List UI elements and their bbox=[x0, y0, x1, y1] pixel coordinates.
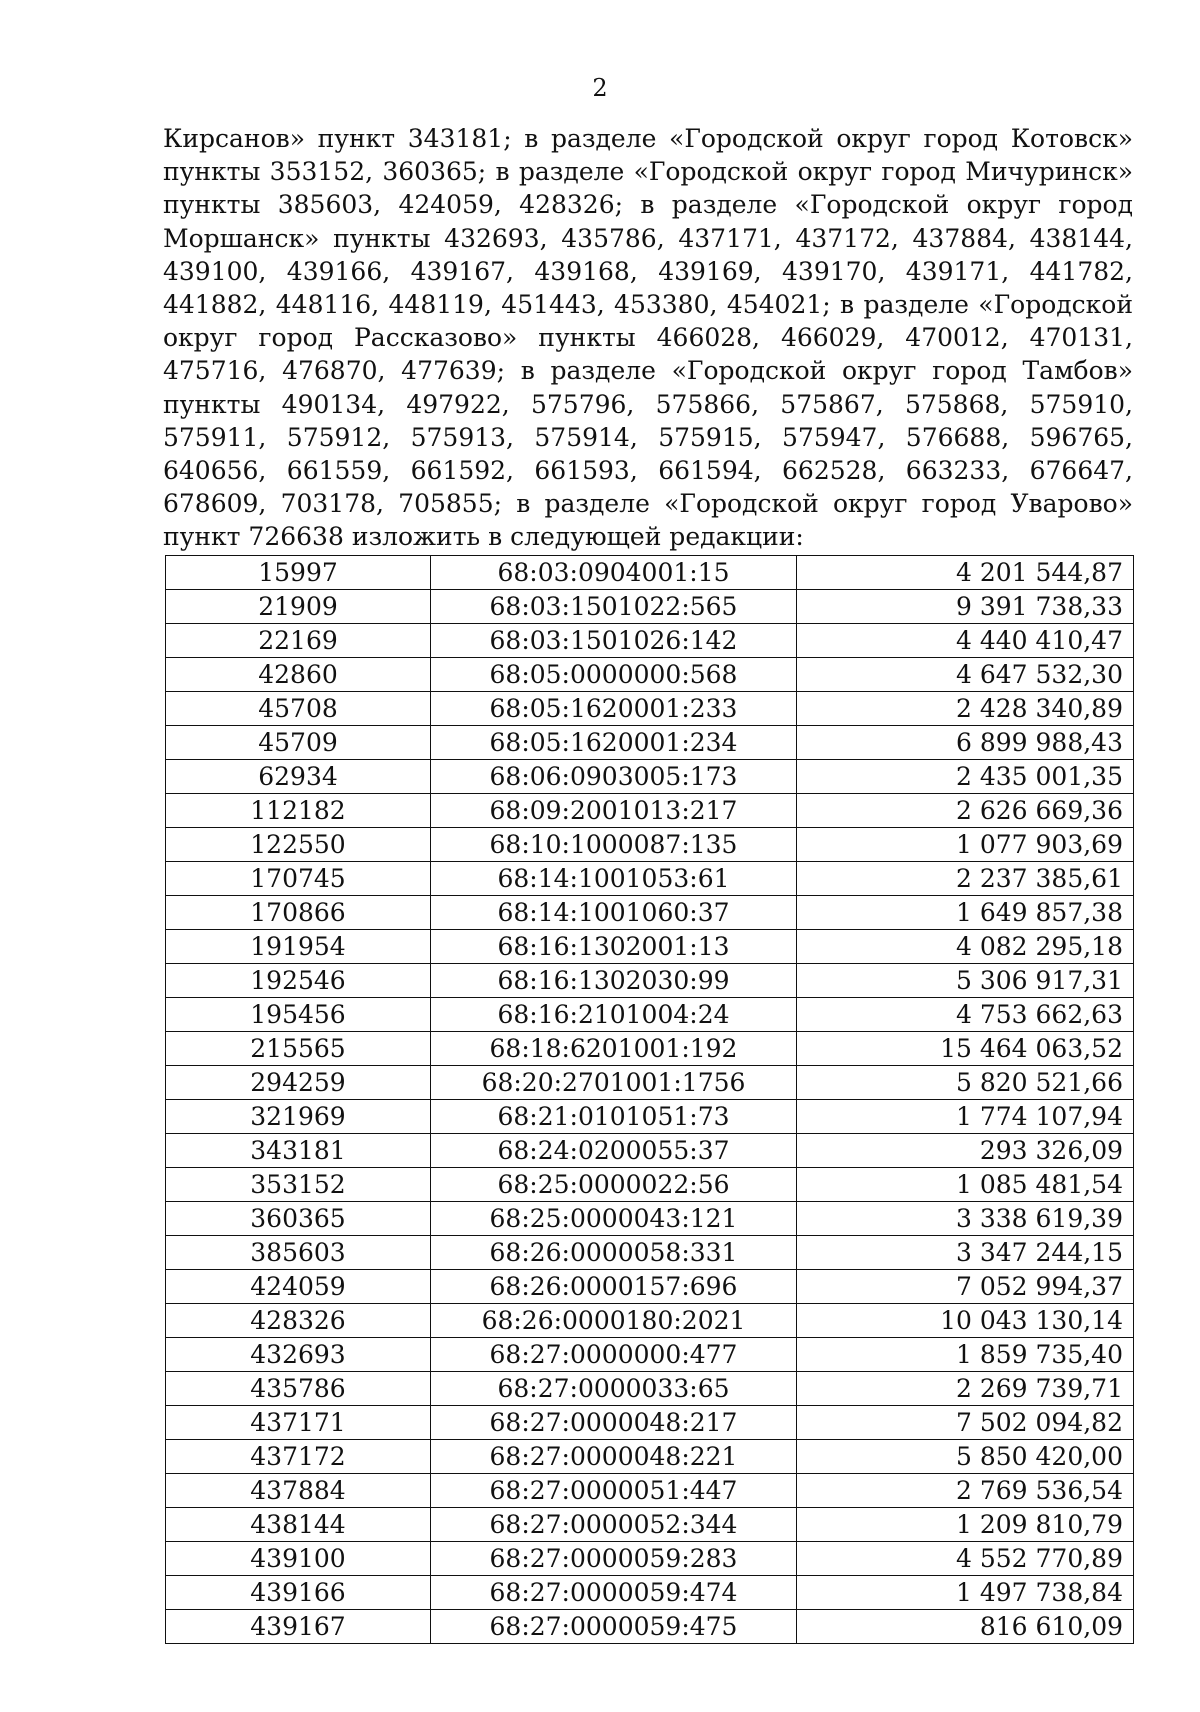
row-number-cell: 112182 bbox=[166, 794, 431, 828]
table-row bbox=[166, 930, 1134, 964]
row-number-cell: 360365 bbox=[166, 1202, 431, 1236]
cadastral-number-cell: 68:03:1501022:565 bbox=[431, 590, 797, 624]
cadastral-value-cell: 2 237 385,61 bbox=[797, 862, 1134, 896]
table-row bbox=[166, 1066, 1134, 1100]
table-row bbox=[166, 794, 1134, 828]
body-paragraph: Кирсанов» пункт 343181; в разделе «Городской округ город Котовск» пункты 353152, 360365; в разделе «Городской округ город Мичуринск» пункты 385603, 424059, 428326; в разделе «Городской округ город Моршанск» пункты 432693, 435786, 437171, 437172, 437884, 438144, 439100, 439166, 439167, 439168, 439169, 439170, 439171, 441782, 441882, 448116, 448119, 451443, 453380, 454021; в разделе «Городской округ город Рассказово» пункты 466028, 466029, 470012, 470131, 475716, 476870, 477639; в разделе «Городской округ город Тамбов» пункты 490134, 497922, 575796, 575866, 575867, 575868, 575910, 575911, 575912, 575913, 575914, 575915, 575947, 576688, 596765, 640656, 661559, 661592, 661593, 661594, 662528, 663233, 676647, 678609, 703178, 705855; в разделе «Городской округ город Уварово» пункт 726638 изложить в следующей редакции: bbox=[163, 124, 1133, 552]
cadastral-value-cell: 4 201 544,87 bbox=[797, 556, 1134, 590]
cadastral-value-cell: 3 338 619,39 bbox=[797, 1202, 1134, 1236]
cadastral-value-cell: 2 435 001,35 bbox=[797, 760, 1134, 794]
cadastral-number-cell: 68:26:0000157:696 bbox=[431, 1270, 797, 1304]
table-row bbox=[166, 1134, 1134, 1168]
page-number: 2 bbox=[592, 74, 608, 102]
cadastral-value-cell: 10 043 130,14 bbox=[797, 1304, 1134, 1338]
cadastral-number-cell: 68:26:0000058:331 bbox=[431, 1236, 797, 1270]
cadastral-value-cell: 7 502 094,82 bbox=[797, 1406, 1134, 1440]
cadastral-value-cell: 5 850 420,00 bbox=[797, 1440, 1134, 1474]
table-row bbox=[166, 624, 1134, 658]
cadastral-number-cell: 68:27:0000033:65 bbox=[431, 1372, 797, 1406]
table-row bbox=[166, 964, 1134, 998]
row-number-cell: 191954 bbox=[166, 930, 431, 964]
cadastral-value-cell: 2 428 340,89 bbox=[797, 692, 1134, 726]
cadastral-value-cell: 9 391 738,33 bbox=[797, 590, 1134, 624]
row-number-cell: 321969 bbox=[166, 1100, 431, 1134]
row-number-cell: 439100 bbox=[166, 1542, 431, 1576]
cadastral-value-cell: 1 774 107,94 bbox=[797, 1100, 1134, 1134]
row-number-cell: 424059 bbox=[166, 1270, 431, 1304]
cadastral-value-cell: 4 440 410,47 bbox=[797, 624, 1134, 658]
cadastral-number-cell: 68:27:0000059:475 bbox=[431, 1610, 797, 1644]
row-number-cell: 62934 bbox=[166, 760, 431, 794]
cadastral-number-cell: 68:16:2101004:24 bbox=[431, 998, 797, 1032]
row-number-cell: 437172 bbox=[166, 1440, 431, 1474]
table-row bbox=[166, 1100, 1134, 1134]
cadastral-value-cell: 5 306 917,31 bbox=[797, 964, 1134, 998]
cadastral-number-cell: 68:27:0000051:447 bbox=[431, 1474, 797, 1508]
table-row bbox=[166, 658, 1134, 692]
table-row bbox=[166, 998, 1134, 1032]
row-number-cell: 432693 bbox=[166, 1338, 431, 1372]
cadastral-value-cell: 1 859 735,40 bbox=[797, 1338, 1134, 1372]
cadastral-number-cell: 68:27:0000048:221 bbox=[431, 1440, 797, 1474]
cadastral-value-cell: 3 347 244,15 bbox=[797, 1236, 1134, 1270]
row-number-cell: 122550 bbox=[166, 828, 431, 862]
row-number-cell: 42860 bbox=[166, 658, 431, 692]
cadastral-number-cell: 68:05:1620001:234 bbox=[431, 726, 797, 760]
row-number-cell: 170866 bbox=[166, 896, 431, 930]
cadastral-number-cell: 68:03:0904001:15 bbox=[431, 556, 797, 590]
table-row bbox=[166, 896, 1134, 930]
table-row bbox=[166, 1304, 1134, 1338]
cadastral-value-cell: 1 497 738,84 bbox=[797, 1576, 1134, 1610]
cadastral-value-cell: 2 769 536,54 bbox=[797, 1474, 1134, 1508]
row-number-cell: 170745 bbox=[166, 862, 431, 896]
cadastral-number-cell: 68:14:1001060:37 bbox=[431, 896, 797, 930]
cadastral-value-cell: 1 077 903,69 bbox=[797, 828, 1134, 862]
data-table bbox=[165, 555, 1134, 1644]
table-row bbox=[166, 1202, 1134, 1236]
cadastral-value-cell: 4 552 770,89 bbox=[797, 1542, 1134, 1576]
row-number-cell: 45708 bbox=[166, 692, 431, 726]
row-number-cell: 437884 bbox=[166, 1474, 431, 1508]
cadastral-value-cell: 6 899 988,43 bbox=[797, 726, 1134, 760]
row-number-cell: 215565 bbox=[166, 1032, 431, 1066]
table-row bbox=[166, 1406, 1134, 1440]
cadastral-value-cell: 816 610,09 bbox=[797, 1610, 1134, 1644]
row-number-cell: 192546 bbox=[166, 964, 431, 998]
cadastral-value-cell: 1 209 810,79 bbox=[797, 1508, 1134, 1542]
cadastral-number-cell: 68:14:1001053:61 bbox=[431, 862, 797, 896]
cadastral-value-cell: 15 464 063,52 bbox=[797, 1032, 1134, 1066]
cadastral-number-cell: 68:27:0000052:344 bbox=[431, 1508, 797, 1542]
row-number-cell: 385603 bbox=[166, 1236, 431, 1270]
cadastral-number-cell: 68:25:0000022:56 bbox=[431, 1168, 797, 1202]
row-number-cell: 294259 bbox=[166, 1066, 431, 1100]
table-row bbox=[166, 1032, 1134, 1066]
table-row bbox=[166, 692, 1134, 726]
cadastral-value-cell: 7 052 994,37 bbox=[797, 1270, 1134, 1304]
table-row bbox=[166, 1236, 1134, 1270]
row-number-cell: 45709 bbox=[166, 726, 431, 760]
row-number-cell: 22169 bbox=[166, 624, 431, 658]
row-number-cell: 428326 bbox=[166, 1304, 431, 1338]
table-row bbox=[166, 1542, 1134, 1576]
cadastral-number-cell: 68:27:0000059:283 bbox=[431, 1542, 797, 1576]
cadastral-number-cell: 68:24:0200055:37 bbox=[431, 1134, 797, 1168]
row-number-cell: 195456 bbox=[166, 998, 431, 1032]
row-number-cell: 15997 bbox=[166, 556, 431, 590]
cadastral-value-cell: 1 649 857,38 bbox=[797, 896, 1134, 930]
cadastral-number-cell: 68:05:1620001:233 bbox=[431, 692, 797, 726]
table-row bbox=[166, 726, 1134, 760]
cadastral-number-cell: 68:27:0000000:477 bbox=[431, 1338, 797, 1372]
cadastral-value-cell: 293 326,09 bbox=[797, 1134, 1134, 1168]
cadastral-value-cell: 4 647 532,30 bbox=[797, 658, 1134, 692]
row-number-cell: 435786 bbox=[166, 1372, 431, 1406]
row-number-cell: 353152 bbox=[166, 1168, 431, 1202]
row-number-cell: 439166 bbox=[166, 1576, 431, 1610]
cadastral-number-cell: 68:06:0903005:173 bbox=[431, 760, 797, 794]
table-row bbox=[166, 1440, 1134, 1474]
cadastral-number-cell: 68:18:6201001:192 bbox=[431, 1032, 797, 1066]
row-number-cell: 21909 bbox=[166, 590, 431, 624]
table-row bbox=[166, 1338, 1134, 1372]
table-row bbox=[166, 760, 1134, 794]
cadastral-number-cell: 68:25:0000043:121 bbox=[431, 1202, 797, 1236]
cadastral-number-cell: 68:09:2001013:217 bbox=[431, 794, 797, 828]
table-row bbox=[166, 1270, 1134, 1304]
cadastral-number-cell: 68:27:0000059:474 bbox=[431, 1576, 797, 1610]
row-number-cell: 439167 bbox=[166, 1610, 431, 1644]
cadastral-value-cell: 1 085 481,54 bbox=[797, 1168, 1134, 1202]
cadastral-number-cell: 68:16:1302030:99 bbox=[431, 964, 797, 998]
table-row bbox=[166, 1610, 1134, 1644]
table-row bbox=[166, 590, 1134, 624]
cadastral-number-cell: 68:03:1501026:142 bbox=[431, 624, 797, 658]
cadastral-number-cell: 68:26:0000180:2021 bbox=[431, 1304, 797, 1338]
table-row bbox=[166, 1576, 1134, 1610]
table-body bbox=[166, 556, 1134, 1644]
table-row bbox=[166, 1372, 1134, 1406]
table-row bbox=[166, 862, 1134, 896]
cadastral-value-cell: 5 820 521,66 bbox=[797, 1066, 1134, 1100]
table-row bbox=[166, 556, 1134, 590]
cadastral-number-cell: 68:05:0000000:568 bbox=[431, 658, 797, 692]
cadastral-number-cell: 68:20:2701001:1756 bbox=[431, 1066, 797, 1100]
table-row bbox=[166, 1168, 1134, 1202]
cadastral-value-cell: 2 269 739,71 bbox=[797, 1372, 1134, 1406]
cadastral-number-cell: 68:10:1000087:135 bbox=[431, 828, 797, 862]
table-row bbox=[166, 1474, 1134, 1508]
cadastral-number-cell: 68:16:1302001:13 bbox=[431, 930, 797, 964]
cadastral-value-cell: 4 082 295,18 bbox=[797, 930, 1134, 964]
cadastral-number-cell: 68:27:0000048:217 bbox=[431, 1406, 797, 1440]
row-number-cell: 438144 bbox=[166, 1508, 431, 1542]
table-row bbox=[166, 828, 1134, 862]
table-row bbox=[166, 1508, 1134, 1542]
cadastral-number-cell: 68:21:0101051:73 bbox=[431, 1100, 797, 1134]
row-number-cell: 343181 bbox=[166, 1134, 431, 1168]
row-number-cell: 437171 bbox=[166, 1406, 431, 1440]
cadastral-value-cell: 4 753 662,63 bbox=[797, 998, 1134, 1032]
cadastral-value-cell: 2 626 669,36 bbox=[797, 794, 1134, 828]
